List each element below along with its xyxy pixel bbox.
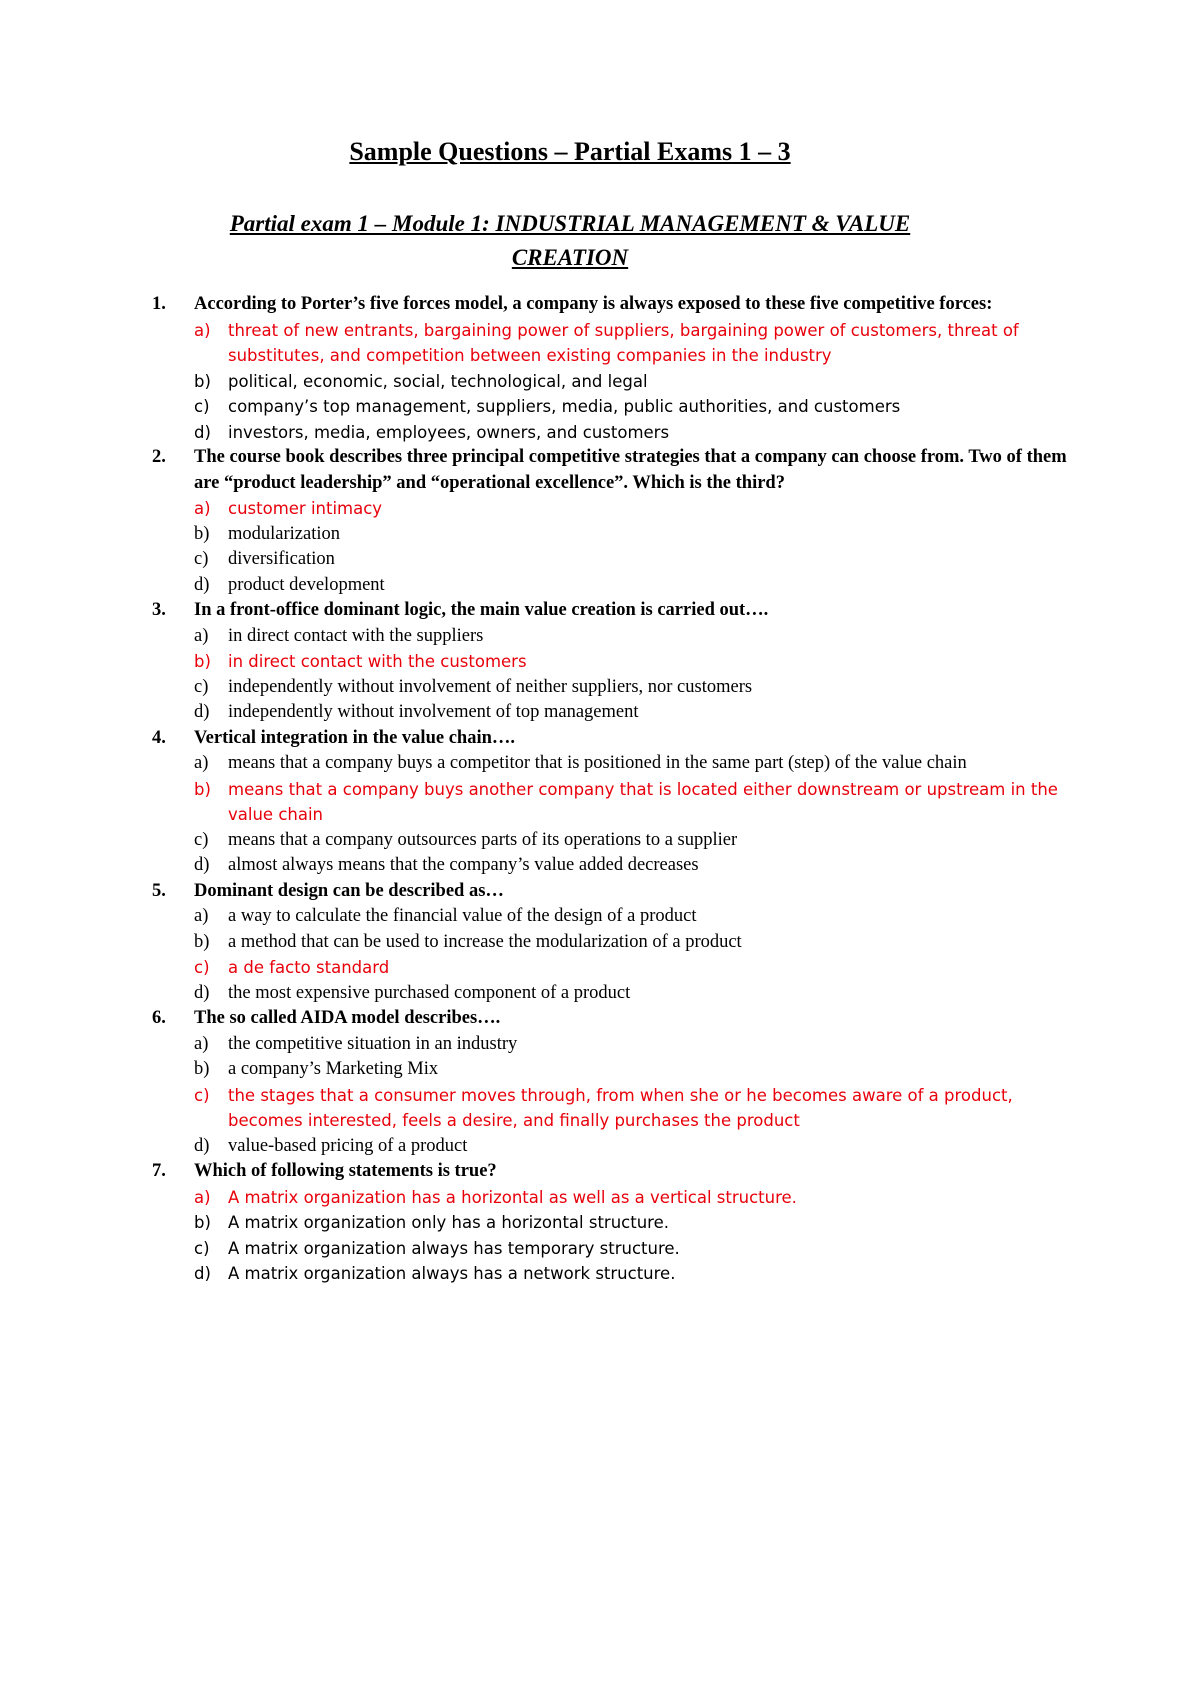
question-item — [152, 445, 1072, 598]
answer-option — [194, 930, 1072, 956]
option-text: a de facto standard — [228, 958, 390, 977]
section-heading: Partial exam 1 – Module 1: INDUSTRIAL MANAGEMENT & VALUE CREATION — [229, 211, 911, 270]
option-letter: d) — [194, 574, 210, 595]
question-item — [152, 879, 1072, 1007]
question-text: Vertical integration in the value chain…. — [194, 727, 515, 748]
answer-options — [194, 624, 1072, 726]
option-letter: b) — [194, 652, 211, 671]
option-text: a method that can be used to increase the modularization of a product — [228, 931, 742, 952]
answer-option — [194, 1032, 1072, 1058]
option-letter: c) — [194, 1085, 210, 1105]
answer-options — [194, 1032, 1072, 1160]
option-letter: a) — [194, 320, 211, 340]
answer-option — [194, 981, 1072, 1007]
option-text: almost always means that the company’s value added decreases — [228, 855, 699, 875]
question-number: 7. — [152, 1161, 166, 1181]
option-text: political, economic, social, technological, and legal — [228, 371, 648, 391]
correct-answer-option — [194, 955, 1072, 981]
option-text: in direct contact with the suppliers — [228, 625, 484, 646]
option-text: a company’s Marketing Mix — [228, 1059, 439, 1079]
option-letter: b) — [194, 523, 210, 544]
answer-option — [194, 853, 1072, 879]
answer-option — [194, 420, 1072, 446]
answer-option — [194, 828, 1072, 854]
answer-option — [194, 1057, 1072, 1083]
option-text: product development — [228, 574, 385, 595]
answer-option — [194, 369, 1072, 395]
option-text: A matrix organization always has temporary structure. — [228, 1238, 680, 1258]
option-letter: b) — [194, 931, 210, 952]
answer-option — [194, 700, 1072, 726]
option-letter: d) — [194, 422, 211, 442]
option-text: modularization — [228, 523, 340, 544]
option-letter: c) — [194, 829, 209, 850]
option-text: independently without involvement of top management — [228, 702, 639, 722]
question-text: The so called AIDA model describes…. — [194, 1008, 501, 1028]
correct-answer-option — [194, 1083, 1072, 1134]
option-letter: a) — [194, 499, 211, 518]
answer-option — [194, 1236, 1072, 1262]
question-text: The course book describes three principal competitive strategies that a company can choose from. Two of them are “product leadership” and “operational excellence”. Which is the third? — [194, 447, 1067, 493]
document-title: Sample Questions – Partial Exams 1 – 3 — [349, 137, 791, 166]
answer-option — [194, 547, 1072, 573]
option-text: value-based pricing of a product — [228, 1135, 468, 1156]
option-text: A matrix organization has a horizontal as well as a vertical structure. — [228, 1187, 797, 1207]
answer-options — [194, 1185, 1072, 1287]
option-letter: b) — [194, 1213, 211, 1232]
option-letter: c) — [194, 1238, 210, 1258]
option-letter: d) — [194, 1135, 210, 1156]
answer-options — [194, 904, 1072, 1006]
correct-answer-option — [194, 1185, 1072, 1211]
question-number: 1. — [152, 294, 166, 314]
option-text: customer intimacy — [228, 499, 383, 518]
correct-answer-option — [194, 318, 1072, 369]
answer-option — [194, 624, 1072, 650]
answer-options — [194, 318, 1072, 446]
option-letter: c) — [194, 958, 210, 977]
option-letter: a) — [194, 753, 209, 773]
answer-option — [194, 1261, 1072, 1287]
option-text: means that a company buys another company that is located either downstream or upstream in the value chain — [228, 779, 1058, 824]
answer-options — [194, 496, 1072, 598]
question-item — [152, 726, 1072, 879]
option-letter: a) — [194, 906, 209, 926]
option-text: threat of new entrants, bargaining power of suppliers, bargaining power of customers, threat of substitutes, and competition between existing companies in the industry — [228, 320, 1019, 365]
answer-option — [194, 1134, 1072, 1160]
option-letter: d) — [194, 982, 210, 1003]
question-item — [152, 1159, 1072, 1287]
question-number: 3. — [152, 600, 166, 620]
option-text: in direct contact with the customers — [228, 652, 527, 671]
answer-option — [194, 751, 1072, 777]
option-text: the competitive situation in an industry — [228, 1033, 518, 1054]
option-text: the most expensive purchased component of a product — [228, 982, 631, 1003]
option-letter: d) — [194, 702, 210, 722]
option-letter: b) — [194, 779, 211, 799]
option-text: means that a company outsources parts of its operations to a supplier — [228, 829, 738, 850]
option-letter: d) — [194, 855, 210, 875]
option-text: means that a company buys a competitor that is positioned in the same part (step) of the value chain — [228, 753, 967, 773]
option-text: a way to calculate the financial value of the design of a product — [228, 906, 697, 926]
option-text: independently without involvement of neither suppliers, nor customers — [228, 676, 753, 697]
correct-answer-option — [194, 496, 1072, 522]
option-letter: a) — [194, 1033, 209, 1054]
answer-options — [194, 751, 1072, 879]
option-letter: b) — [194, 371, 211, 391]
answer-option — [194, 904, 1072, 930]
question-number: 4. — [152, 727, 166, 748]
option-letter: c) — [194, 549, 209, 569]
question-item — [152, 292, 1072, 445]
option-letter: a) — [194, 625, 209, 646]
correct-answer-option — [194, 649, 1072, 675]
answer-option — [194, 522, 1072, 548]
answer-option — [194, 675, 1072, 701]
option-text: A matrix organization always has a network structure. — [228, 1264, 676, 1283]
option-text: investors, media, employees, owners, and customers — [228, 422, 670, 442]
option-letter: b) — [194, 1059, 210, 1079]
question-item — [152, 1006, 1072, 1159]
question-list — [152, 292, 1072, 1287]
question-number: 2. — [152, 447, 166, 467]
question-text: In a front-office dominant logic, the main value creation is carried out…. — [194, 600, 769, 620]
option-letter: c) — [194, 397, 210, 416]
option-text: company’s top management, suppliers, media, public authorities, and customers — [228, 397, 901, 416]
question-text: Which of following statements is true? — [194, 1161, 497, 1181]
question-number: 6. — [152, 1008, 166, 1028]
question-item — [152, 598, 1072, 726]
option-text: A matrix organization only has a horizontal structure. — [228, 1213, 669, 1232]
answer-option — [194, 1210, 1072, 1236]
question-number: 5. — [152, 880, 166, 901]
correct-answer-option — [194, 777, 1072, 828]
answer-option — [194, 394, 1072, 420]
option-text: diversification — [228, 549, 335, 569]
answer-option — [194, 573, 1072, 599]
option-letter: d) — [194, 1264, 211, 1283]
option-letter: a) — [194, 1187, 211, 1207]
option-text: the stages that a consumer moves through, from when she or he becomes aware of a product, becomes interested, feels a desire, and finally purchases the product — [228, 1085, 1013, 1130]
option-letter: c) — [194, 676, 209, 697]
question-text: According to Porter’s five forces model, a company is always exposed to these five competitive forces: — [194, 294, 993, 314]
question-text: Dominant design can be described as… — [194, 880, 504, 901]
